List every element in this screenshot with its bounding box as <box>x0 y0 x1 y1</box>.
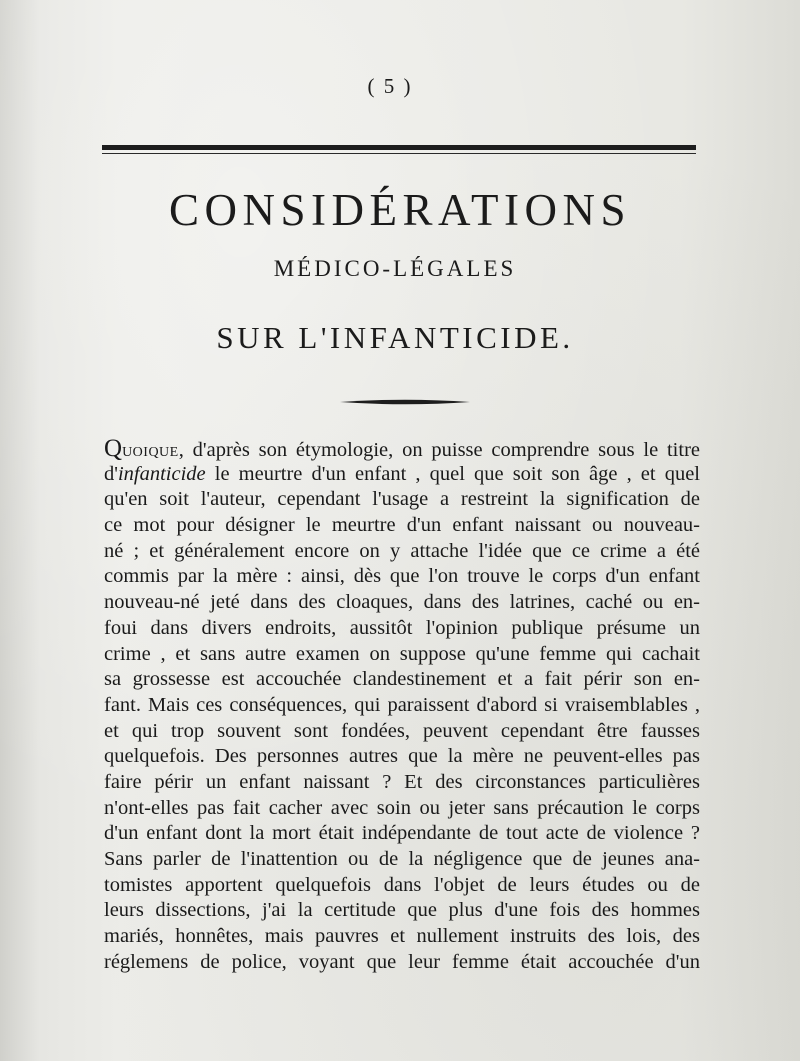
body-line: nouveau-né jeté dans des cloaques, dans des latrines, caché ou en- <box>104 591 700 614</box>
body-line-2 <box>104 462 700 488</box>
initial-letter: Q <box>104 436 123 462</box>
italic-term-infanticide: infanticide <box>117 462 206 485</box>
body-line: sa grossesse est accouchée clandestinement et a fait périr son en- <box>104 668 700 691</box>
body-line: foui dans divers endroits, aussitôt l'opinion publique présume un <box>104 616 700 639</box>
body-line: ce mot pour désigner le meurtre d'un enfant naissant ou nouveau- <box>104 514 700 537</box>
body-line: qu'en soit l'auteur, cependant l'usage a restreint la signification de <box>104 488 700 511</box>
body-line: mariés, honnêtes, mais pauvres et nullement instruits des lois, des <box>104 925 700 948</box>
body-line: d'un enfant dont la mort était indépendante de tout acte de violence ? <box>104 822 700 845</box>
title-sur-infanticide: SUR L'INFANTICIDE. <box>216 320 574 355</box>
body-line: et qui trop souvent sont fondées, peuvent cependant être fausses <box>104 719 700 742</box>
line-2-rest: le meurtre d'un enfant , quel que soit son âge , et quel <box>205 462 700 485</box>
body-paragraph <box>104 436 700 975</box>
body-line: fant. Mais ces conséquences, qui paraissent d'abord si vraisemblables , <box>104 693 700 716</box>
ornamental-rule <box>340 396 470 408</box>
body-line-1 <box>104 436 700 462</box>
body-line: commis par la mère : ainsi, dès que l'on trouve le corps d'un enfant <box>104 565 700 588</box>
body-line: leurs dissections, j'ai la certitude que plus d'une fois des hommes <box>104 899 700 922</box>
body-line: n'ont-elles pas fait cacher avec soin ou jeter sans précaution le corps <box>104 796 700 819</box>
body-line: réglemens de police, voyant que leur femme était accouchée d'un <box>104 950 700 973</box>
body-line: né ; et généralement encore on y attache l'idée que ce crime a été <box>104 539 700 562</box>
title-considerations: CONSIDÉRATIONS <box>168 185 632 235</box>
body-line: Sans parler de l'inattention ou de la négligence que de jeunes ana- <box>104 848 700 870</box>
body-line: quelquefois. Des personnes autres que la mère ne peuvent-elles pas <box>104 745 700 768</box>
line-2-prefix: d' <box>104 462 118 485</box>
reverse-page-bleed-through <box>380 112 790 134</box>
body-line: tomistes apportent quelquefois dans l'objet de leurs études ou de <box>104 873 700 896</box>
header-rule-thin <box>102 153 696 154</box>
first-word-rest: uoique <box>122 439 179 461</box>
line-1-rest: , d'après son étymologie, on puisse comprendre sous le titre <box>178 439 700 461</box>
header-rule-thick <box>102 145 696 150</box>
title-medico-legales: MÉDICO-LÉGALES <box>273 256 517 281</box>
page-number: ( 5 ) <box>367 74 413 98</box>
body-line: faire périr un enfant naissant ? Et des circonstances particulières <box>104 770 700 793</box>
body-line: crime , et sans autre examen on suppose qu'une femme qui cachait <box>104 642 700 665</box>
